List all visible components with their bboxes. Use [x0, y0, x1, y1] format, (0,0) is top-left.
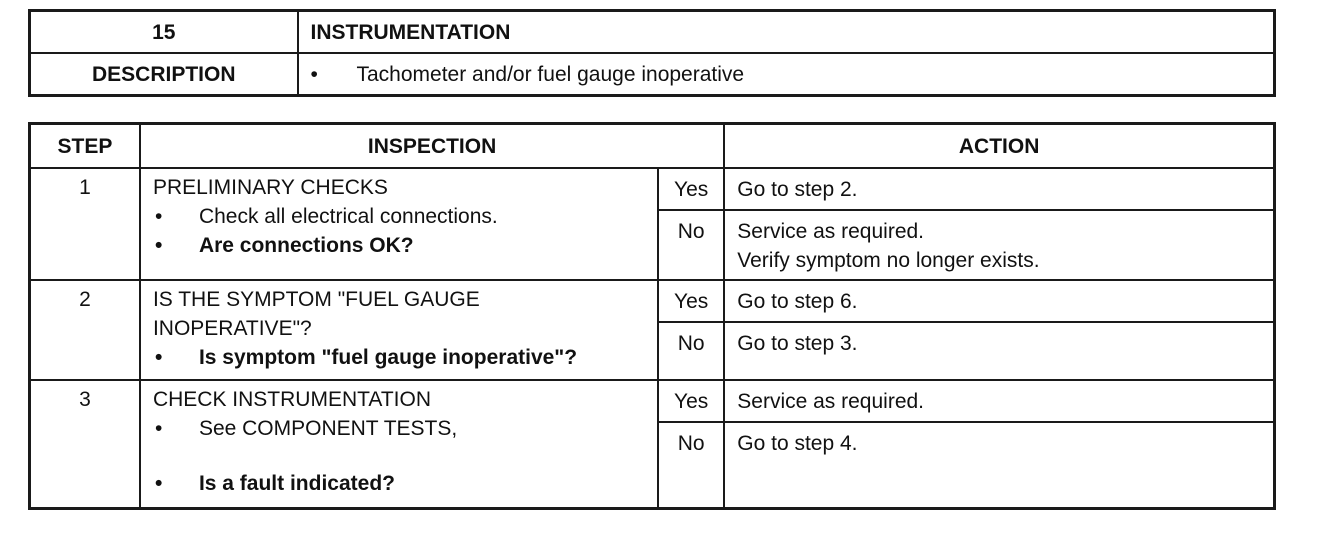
- step-3-no-label: No: [658, 422, 724, 509]
- step-2-title-line-1: IS THE SYMPTOM "FUEL GAUGE: [152, 288, 480, 311]
- step-3-bullet-1-text: See COMPONENT TESTS,: [198, 417, 458, 440]
- step-3-number: 3: [30, 380, 140, 509]
- section-number: 15: [30, 11, 298, 54]
- spacer: [153, 443, 649, 469]
- step-2-bullet-1-text: Is symptom "fuel gauge inoperative"?: [198, 346, 578, 369]
- step-1-yes-action: Go to step 2.: [724, 168, 1274, 210]
- description-text: Tachometer and/or fuel gauge inoperative: [356, 62, 745, 86]
- bullet-icon: •: [154, 417, 163, 440]
- step-2-title-line-2: INOPERATIVE"?: [152, 317, 312, 340]
- step-1-yes-label: Yes: [658, 168, 724, 210]
- column-header-step: STEP: [30, 124, 140, 169]
- bullet-icon: •: [154, 205, 163, 228]
- step-1-no-action-line-1: Service as required.: [737, 220, 925, 243]
- header-table: [28, 9, 1276, 97]
- step-3-yes-label: Yes: [658, 380, 724, 422]
- column-header-row: [30, 124, 1275, 169]
- step-3-title: CHECK INSTRUMENTATION: [152, 388, 431, 411]
- bullet-icon: •: [154, 346, 163, 369]
- bullet-icon: •: [154, 472, 163, 495]
- step-2-number: 2: [30, 280, 140, 380]
- step-2-yes-label: Yes: [658, 280, 724, 322]
- step-2-yes-row: [30, 280, 1275, 322]
- step-1-title: PRELIMINARY CHECKS: [152, 176, 388, 199]
- step-1-number: 1: [30, 168, 140, 280]
- step-1-no-action-line-2: Verify symptom no longer exists.: [737, 249, 1040, 272]
- diagnostic-steps-table: [28, 122, 1276, 510]
- description-label: DESCRIPTION: [30, 53, 298, 96]
- step-1-bullet-2-text: Are connections OK?: [198, 234, 414, 257]
- step-1-bullet-1-text: Check all electrical connections.: [198, 205, 498, 228]
- step-1-no-action: [724, 210, 1274, 280]
- column-header-inspection: INSPECTION: [140, 124, 724, 169]
- step-1-bullet-1: [153, 202, 649, 231]
- bullet-icon: •: [310, 62, 318, 86]
- step-3-bullet-2: [153, 469, 649, 498]
- step-3-yes-row: [30, 380, 1275, 422]
- description-cell: [298, 53, 1275, 96]
- step-3-inspection: [140, 380, 658, 509]
- step-1-yes-row: [30, 168, 1275, 210]
- step-2-no-label: No: [658, 322, 724, 380]
- step-2-no-action: Go to step 3.: [724, 322, 1274, 380]
- step-3-bullet-1: [153, 414, 649, 443]
- step-3-yes-action: Service as required.: [724, 380, 1274, 422]
- step-1-no-label: No: [658, 210, 724, 280]
- header-description-row: [30, 53, 1275, 96]
- step-3-bullet-2-text: Is a fault indicated?: [198, 472, 395, 495]
- step-2-yes-action: Go to step 6.: [724, 280, 1274, 322]
- bullet-icon: •: [154, 234, 163, 257]
- step-2-bullet-1: [153, 343, 649, 372]
- step-1-inspection: [140, 168, 658, 280]
- step-2-inspection: [140, 280, 658, 380]
- step-1-bullet-2: [153, 231, 649, 260]
- header-title-row: [30, 11, 1275, 54]
- section-title: INSTRUMENTATION: [298, 11, 1275, 54]
- step-3-no-action: Go to step 4.: [724, 422, 1274, 509]
- column-header-action: ACTION: [724, 124, 1274, 169]
